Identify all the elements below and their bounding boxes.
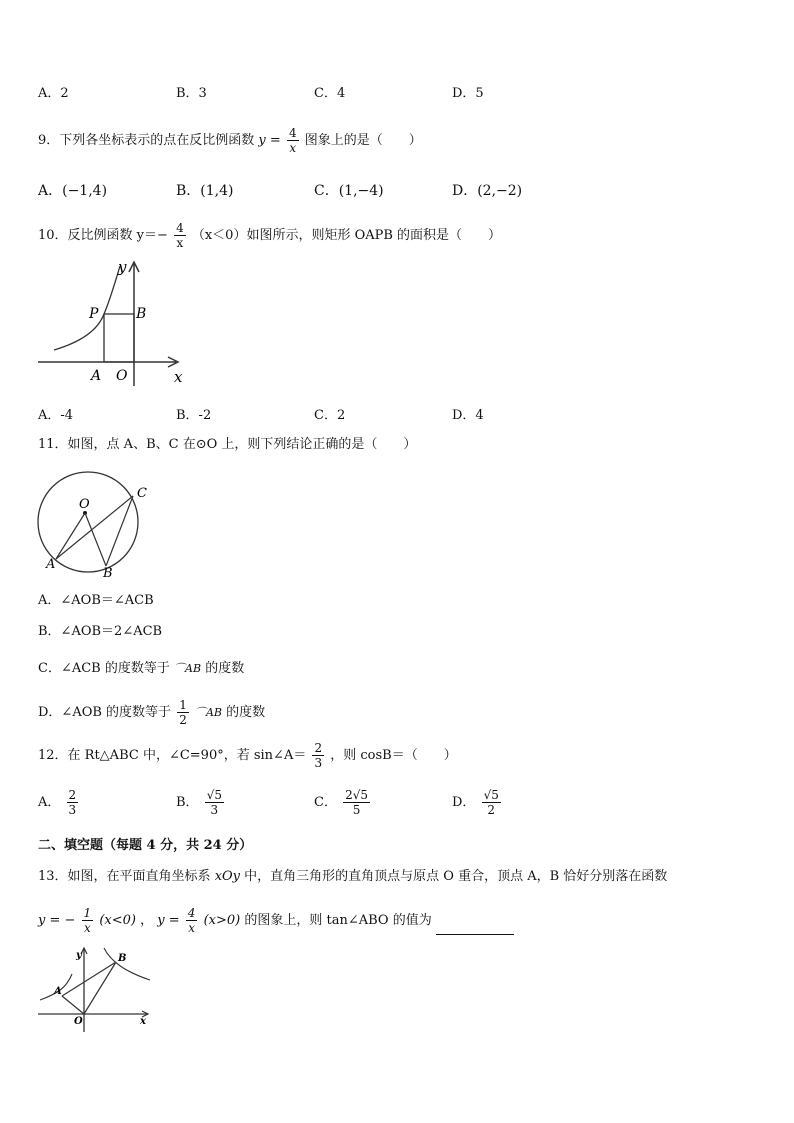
q11-arc-ab-c-text: AB xyxy=(185,662,202,675)
q10-frac-num: 4 xyxy=(176,221,184,235)
q12-fraction xyxy=(312,741,324,770)
q10-label-p: P xyxy=(89,306,99,322)
q11-option-d-fraction xyxy=(177,698,189,727)
q11-option-b: B．∠AOB＝2∠ACB xyxy=(38,624,163,639)
q12-stem-pre: 12．在 Rt△ABC 中，∠C=90°，若 sin∠A＝ xyxy=(38,748,307,763)
q10-label-a: A xyxy=(91,368,102,384)
q12-stem-post: ，则 cosB＝（ ） xyxy=(330,748,457,763)
q9-stem-post: 图象上的是（ ） xyxy=(304,133,422,148)
q9-frac-den: x xyxy=(289,141,297,155)
q13-functions-line xyxy=(38,906,514,935)
q10-frac-den: x xyxy=(176,236,184,250)
q13-f1-num: 1 xyxy=(83,906,92,920)
q11-option-d-pre: D．∠AOB 的度数等于 xyxy=(38,705,172,720)
q10-label-x: x xyxy=(174,368,183,386)
q13-line2-post: 的图象上，则 tan∠ABO 的值为 xyxy=(244,913,432,928)
q8-option-d: D．5 xyxy=(452,86,484,101)
q12-option-c-num: 2√5 xyxy=(345,788,369,802)
q13-curve-right xyxy=(104,948,150,980)
q11-option-d xyxy=(38,698,265,727)
q12-option-b xyxy=(176,788,226,817)
q12-option-b-label: B． xyxy=(176,795,199,810)
q12-option-c-frac xyxy=(343,788,370,817)
q10-option-c: C．2 xyxy=(314,408,346,423)
q9-stem xyxy=(38,126,422,155)
q13-label-a: A xyxy=(54,986,62,997)
q8-option-a: A．2 xyxy=(38,86,69,101)
q11-option-a: A．∠AOB＝∠ACB xyxy=(38,593,154,608)
q9-option-c: C．(1,−4) xyxy=(314,183,384,199)
q11-label-b: B xyxy=(103,566,113,581)
q9-func-y: y xyxy=(258,133,266,148)
q10-rectangle xyxy=(104,314,134,362)
q10-option-b: B．-2 xyxy=(176,408,212,423)
q11-option-c-post: 的度数 xyxy=(205,661,245,676)
q11-label-c: C xyxy=(137,486,147,501)
q11-arc-ab-d-text: AB xyxy=(205,706,223,719)
q9-fraction xyxy=(287,126,299,155)
q13-f2-pre: y = xyxy=(157,913,180,928)
q12-option-d xyxy=(452,788,503,817)
q13-f1-cond: (x<0) xyxy=(99,913,136,928)
q12-option-a-frac xyxy=(67,788,79,817)
q12-option-b-num: √5 xyxy=(206,788,222,802)
q8-option-b: B．3 xyxy=(176,86,207,101)
q12-option-a xyxy=(38,788,80,817)
q10-label-b: B xyxy=(136,306,147,322)
q13-segment-ao xyxy=(62,996,84,1014)
q13-figure xyxy=(36,944,156,1036)
q11-segment-oa xyxy=(56,513,85,559)
q10-stem xyxy=(38,221,501,250)
q13-coord-system: xOy xyxy=(214,869,241,884)
q13-f1-den: x xyxy=(83,921,91,935)
q9-option-d: D．(2,−2) xyxy=(452,183,523,199)
q12-frac-den: 3 xyxy=(314,756,323,770)
q12-option-a-den: 3 xyxy=(68,803,77,817)
q13-segment-ob xyxy=(84,962,116,1014)
q10-fraction xyxy=(174,221,186,250)
q11-option-c xyxy=(38,659,244,679)
q12-frac-num: 2 xyxy=(314,741,323,755)
q12-option-a-label: A． xyxy=(38,795,61,810)
q9-eq: = xyxy=(269,133,281,148)
q12-option-b-frac xyxy=(205,788,224,817)
q13-label-o: O xyxy=(74,1016,83,1027)
q12-option-b-den: 3 xyxy=(210,803,219,817)
q12-stem xyxy=(38,741,457,770)
q12-option-c xyxy=(314,788,372,817)
q12-option-d-den: 2 xyxy=(487,803,496,817)
section-2-title: 二、填空题（每题 4 分，共 24 分） xyxy=(38,838,253,853)
q10-label-o: O xyxy=(116,368,128,384)
q13-f1-pre: y = − xyxy=(38,913,76,928)
q11-stem: 11．如图，点 A、B、C 在⊙O 上，则下列结论正确的是（ ） xyxy=(38,437,417,452)
q11-option-d-num: 1 xyxy=(179,698,187,712)
q9-frac-num: 4 xyxy=(288,126,297,140)
q8-option-c: C．4 xyxy=(314,86,346,101)
q10-stem-post: （x＜0）如图所示，则矩形 OAPB 的面积是（ ） xyxy=(191,228,502,243)
q12-option-d-frac xyxy=(482,788,501,817)
q10-figure xyxy=(36,256,196,392)
q9-stem-pre: 9．下列各坐标表示的点在反比例函数 xyxy=(38,133,255,148)
q13-label-b: B xyxy=(118,953,127,964)
q13-stem-post: 中，直角三角形的直角顶点与原点 O 重合，顶点 A，B 恰好分别落在函数 xyxy=(244,869,668,884)
q10-option-d: D．4 xyxy=(452,408,484,423)
q13-answer-blank[interactable] xyxy=(436,920,514,935)
q12-option-a-num: 2 xyxy=(68,788,77,802)
q13-f2-cond: (x>0) xyxy=(203,913,241,928)
q13-f2-fraction xyxy=(186,906,198,935)
q12-option-c-label: C． xyxy=(314,795,337,810)
q13-f1-fraction xyxy=(82,906,94,935)
q10-stem-pre: 10．反比例函数 y＝− xyxy=(38,228,168,243)
q11-label-a: A xyxy=(46,557,56,572)
q11-option-c-pre: C．∠ACB 的度数等于 xyxy=(38,661,170,676)
q11-arc-ab-c: ⌒AB xyxy=(174,662,202,675)
q11-arc-ab-d: ⌒AB xyxy=(194,706,223,719)
q11-label-o: O xyxy=(79,497,90,512)
q10-label-y: y xyxy=(118,258,127,276)
q11-option-d-den: 2 xyxy=(179,713,187,727)
q13-sep: ， xyxy=(140,913,154,928)
q9-option-b: B．(1,4) xyxy=(176,183,234,199)
q10-option-a: A．-4 xyxy=(38,408,74,423)
q13-f2-den: x xyxy=(188,921,195,935)
q13-stem xyxy=(38,867,667,887)
q9-option-a: A．(−1,4) xyxy=(38,183,108,199)
q10-hyperbola xyxy=(54,266,120,350)
q13-label-x: x xyxy=(140,1016,146,1027)
q12-option-c-den: 5 xyxy=(352,803,361,817)
q12-option-d-label: D． xyxy=(452,795,476,810)
q13-label-y: y xyxy=(76,950,82,961)
q11-option-d-post: 的度数 xyxy=(226,705,266,720)
q13-stem-pre: 13．如图，在平面直角坐标系 xyxy=(38,869,211,884)
q12-option-d-num: √5 xyxy=(483,788,499,802)
q13-f2-num: 4 xyxy=(187,906,196,920)
q11-figure xyxy=(36,466,156,582)
